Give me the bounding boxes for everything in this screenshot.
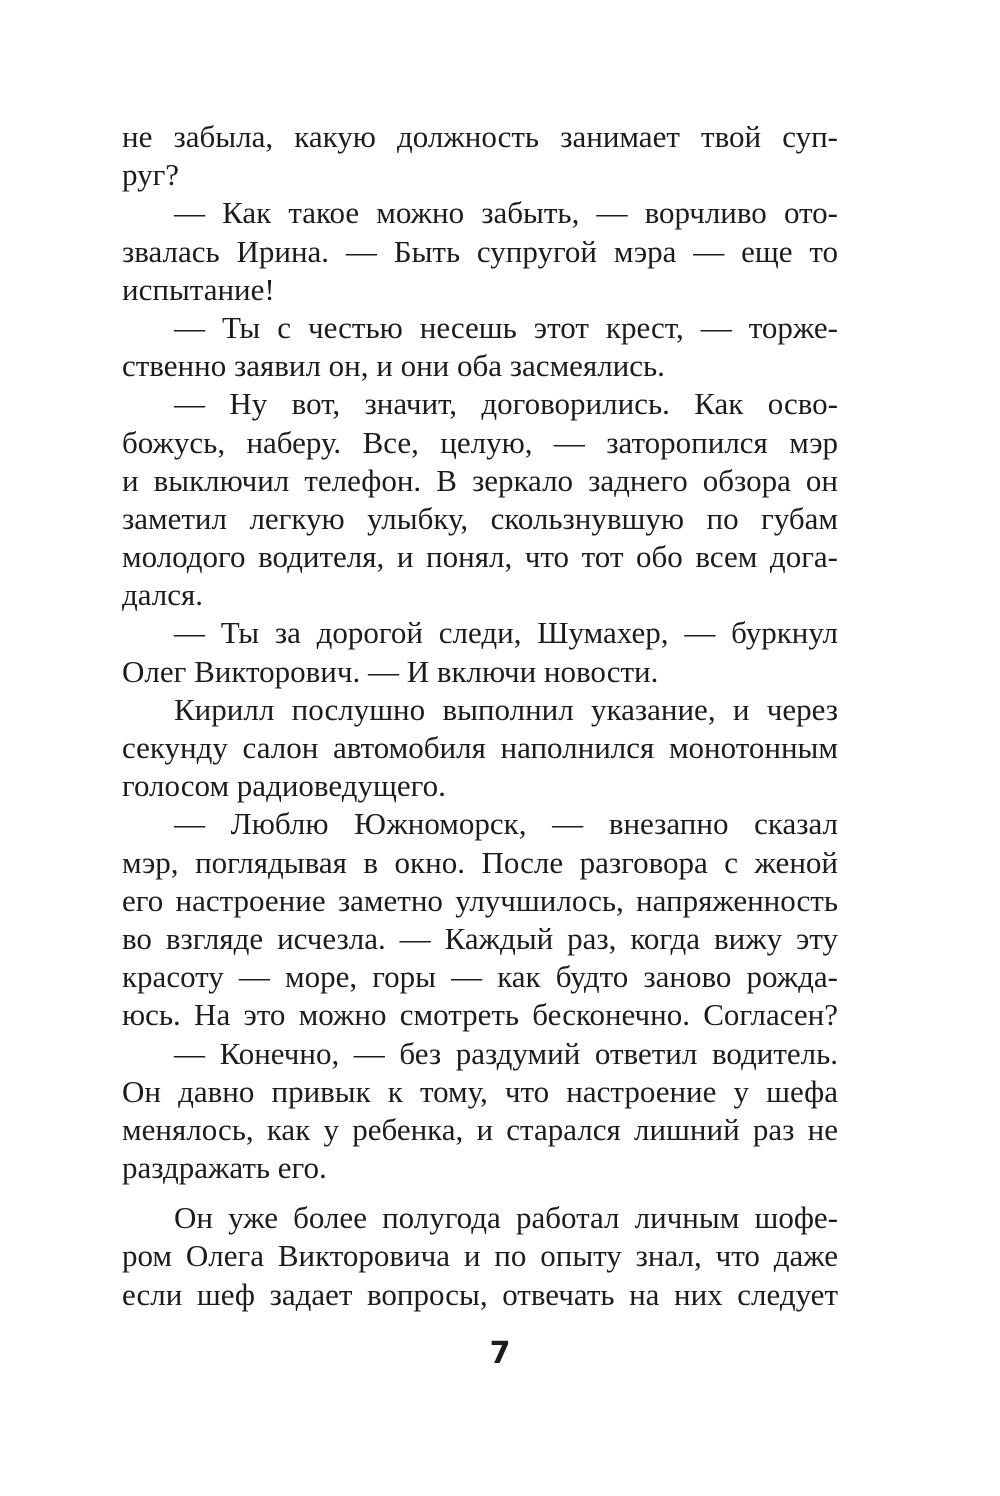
- text-line: Он уже более полугода работал личным шофе-: [174, 1200, 838, 1236]
- text-line: — Ну вот, значит, договорились. Как осво-: [174, 386, 838, 422]
- text-line: юсь. На это можно смотреть бесконечно. Согласен?: [122, 997, 838, 1033]
- text-line: Кирилл послушно выполнил указание, и через: [174, 691, 838, 727]
- text-line: испытание!: [122, 271, 275, 307]
- text-line: звалась Ирина. — Быть супругой мэра — еще то: [122, 233, 838, 269]
- text-line: голосом радиоведущего.: [122, 768, 446, 804]
- text-line: — Люблю Южноморск, — внезапно сказал: [174, 806, 838, 842]
- text-line: Олег Викторович. — И включи новости.: [122, 653, 659, 689]
- page-number: 7: [489, 1336, 511, 1371]
- text-line: божусь, наберу. Все, целую, — заторопился мэр: [122, 424, 838, 460]
- text-line: — Ты за дорогой следи, Шумахер, — буркнул: [174, 615, 838, 651]
- text-line: ром Олега Викторовича и по опыту знал, что даже: [122, 1238, 838, 1274]
- text-line: не забыла, какую должность занимает твой суп-: [122, 119, 838, 154]
- text-line: мэр, поглядывая в окно. После разговора с женой: [122, 844, 838, 880]
- text-line: руг?: [122, 157, 180, 193]
- text-line: — Конечно, — без раздумий ответил водитель.: [174, 1035, 838, 1071]
- text-line: во взгляде исчезла. — Каждый раз, когда вижу эту: [122, 920, 838, 956]
- text-line: Он давно привык к тому, что настроение у шефа: [122, 1073, 838, 1109]
- text-line: раздражать его.: [122, 1150, 327, 1186]
- text-line: дался.: [122, 577, 204, 613]
- text-line: заметил легкую улыбку, скользнувшую по губам: [122, 500, 838, 536]
- text-line: — Как такое можно забыть, — ворчливо ото-: [174, 195, 838, 231]
- text-line: ственно заявил он, и они оба засмеялись.: [122, 348, 665, 384]
- text-line: и выключил телефон. В зеркало заднего обзора он: [122, 462, 838, 498]
- page-text: [122, 118, 838, 1314]
- paragraph-gap: [122, 1187, 838, 1199]
- text-line: молодого водителя, и понял, что тот обо всем дога-: [122, 539, 838, 575]
- text-line: красоту — море, горы — как будто заново рожда-: [122, 959, 838, 995]
- text-line: его настроение заметно улучшилось, напряженность: [122, 882, 838, 918]
- text-line: если шеф задает вопросы, отвечать на них следует: [122, 1276, 838, 1312]
- text-line: менялось, как у ребенка, и старался лишний раз не: [122, 1111, 838, 1147]
- text-line: — Ты с честью несешь этот крест, — торже-: [174, 309, 838, 345]
- text-line: секунду салон автомобиля наполнился монотонным: [122, 730, 838, 765]
